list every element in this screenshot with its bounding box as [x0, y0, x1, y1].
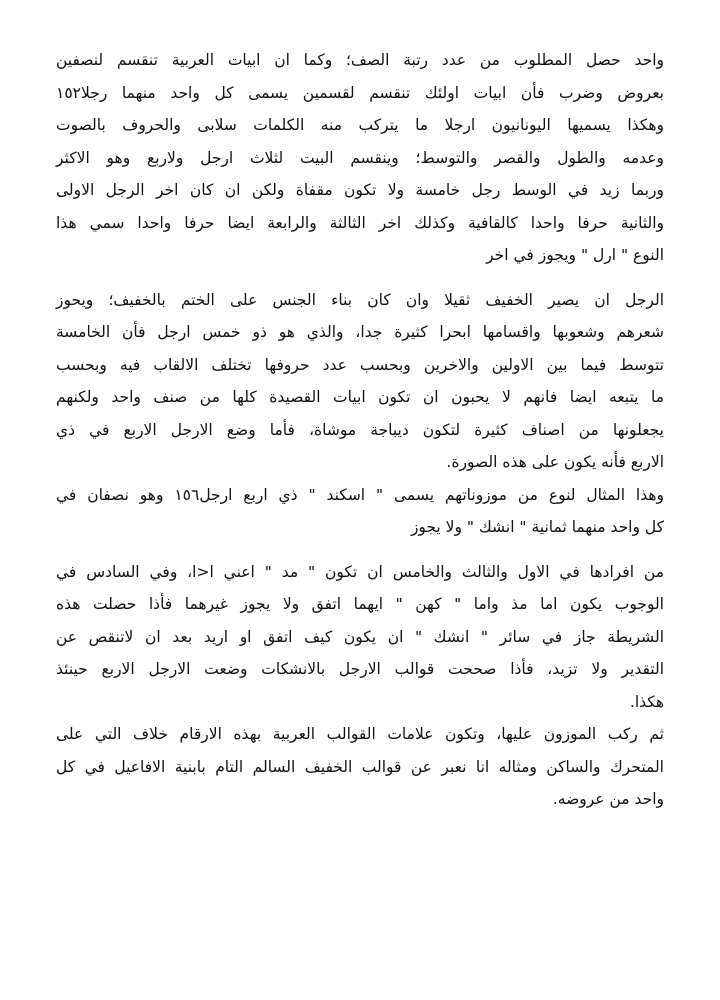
text-line: وعدمه والطول والقصر والتوسط؛ وينقسم البيت لثلاث ارجل ولاربع وهو الاكثر — [56, 148, 664, 167]
text-line: ما يتبعه ايضا فانهم لا يحبون ان تكون ابيات القصيدة كلها من صنف واحد ولكنهم — [56, 388, 664, 406]
paragraph — [56, 556, 664, 719]
text-line: شعرهم وشعوبها واقسامها ابحرا كثيرة جدا، والذي هو ذو خمس ارجل فأن الخامسة — [56, 323, 664, 341]
document-page — [56, 44, 664, 816]
text-line: واحد من عروضه. — [552, 790, 664, 808]
paragraph — [56, 718, 664, 816]
text-line: هكذا. — [629, 692, 664, 711]
text-line: تتوسط فيما بين الاولين والاخرين وبحسب عدد حروفها تختلف الالقاب فيه وبحسب — [56, 355, 664, 374]
text-line: الشريطة جاز في سائر " انشك " ان يكون كيف اتفق او اريد بعد ان لاتنقص عن — [56, 627, 664, 646]
text-line: من افرادها في الاول والثالث والخامس ان تكون " مد " اعني ا<ا، وفي السادس في — [56, 562, 664, 581]
text-line: وهذا المثال لنوع من موزوناتهم يسمى " اسكند " ذي اربع ارجل١٥٦ وهو نصفان في — [56, 485, 664, 504]
paragraph — [56, 479, 664, 544]
text-line: وهكذا يسميها اليونانيون ارجلا ما يتركب منه الكلمات سلابى والحروف بالصوت — [56, 116, 664, 134]
text-line: والثانية حرفا واحدا كالقافية وكذلك اخر الثالثة والرابعة ايضا حرفا واحدا سمي هذا — [56, 213, 664, 232]
text-line: المتحرك والساكن ومثاله انا نعبر عن قوالب الخفيف السالم التام بابنية الافاعيل في كل — [56, 757, 664, 776]
text-line: بعروض وضرب فأن ابيات اولئك تنقسم لقسمين يسمى كل واحد منهما رجلا١٥٢ — [56, 83, 664, 102]
text-line: الوجوب يكون اما مذ واما " كهن " ايهما اتفق ولا يجوز غيرهما فأذا حصلت هذه — [56, 595, 664, 613]
text-line: كل واحد منهما ثمانية " انشك " ولا يجوز — [410, 518, 664, 536]
text-line: الرجل ان يصير الخفيف ثقيلا وان كان بناء الجنس على الختم بالخفيف؛ ويحوز — [56, 290, 664, 309]
text-line: يجعلونها من اصناف كثيرة لتكون ديباجة موشاة، فأما وضع الارجل الاربع في ذي — [56, 420, 664, 439]
text-line: النوع " ارل " ويجوز في اخر — [486, 246, 664, 264]
text-line: الاربع فأنه يكون على هذه الصورة. — [446, 453, 664, 471]
text-line: وربما زيد في الوسط رجل خامسة ولا تكون مقفاة ولكن ان كان اخر الرجل الاولى — [56, 181, 664, 199]
text-line: التقدير ولا تزيد، فأذا صححت قوالب الارجل بالانشكات وضعت الارجل الاربع حينئذ — [56, 660, 664, 678]
paragraph — [56, 284, 664, 479]
paragraph — [56, 44, 664, 272]
text-line: ثم ركب الموزون عليها، وتكون علامات القوالب العربية بهذه الارقام خلاف التي على — [56, 725, 664, 743]
text-line: واحد حصل المطلوب من عدد رتبة الصف؛ وكما ان ابيات العربية تنقسم لنصفين — [56, 51, 664, 69]
